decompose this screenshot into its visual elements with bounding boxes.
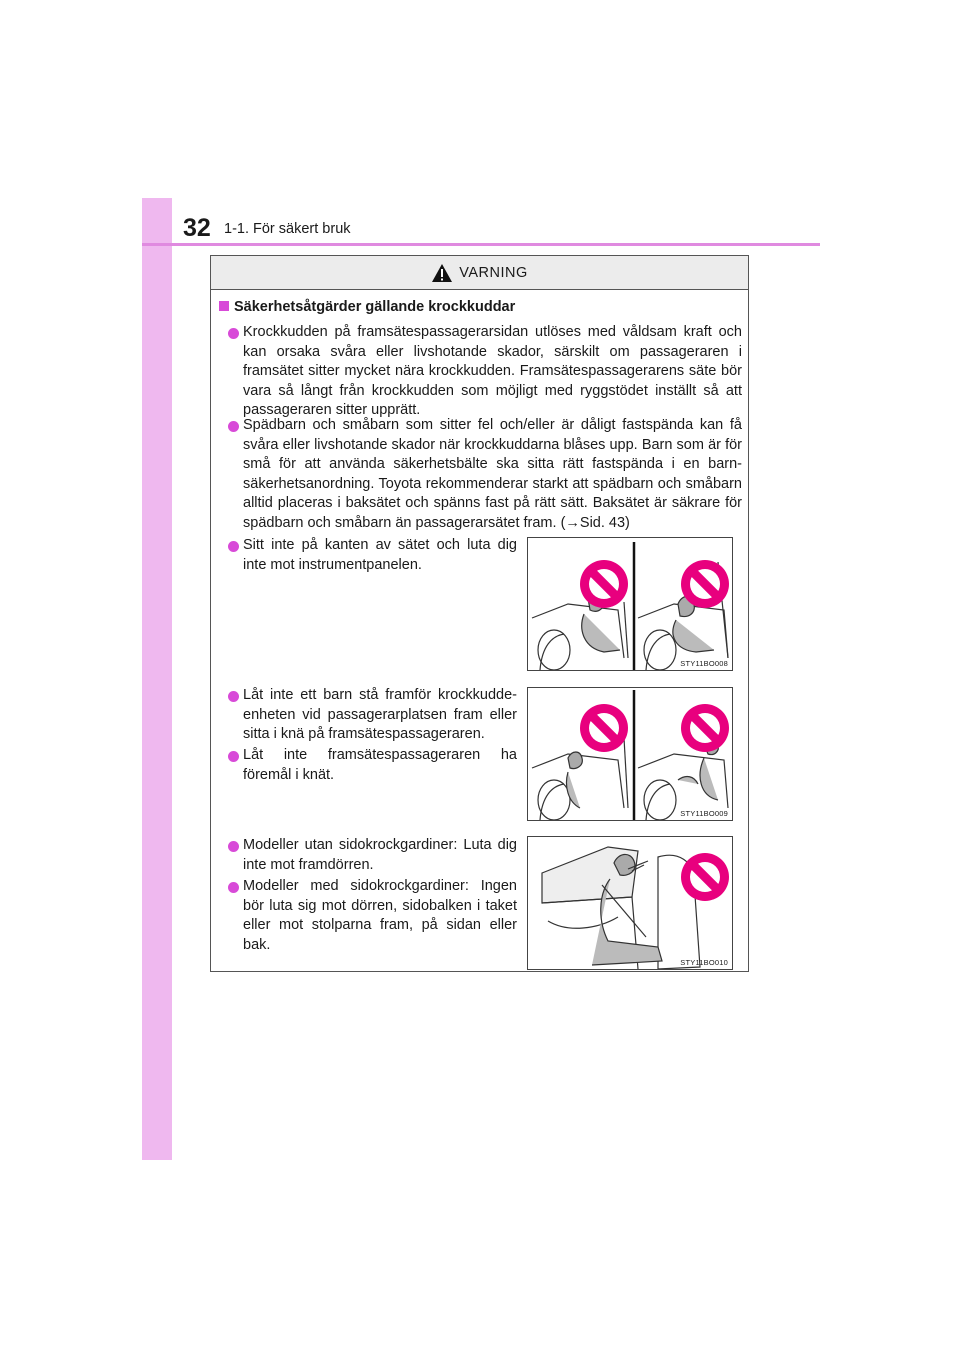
figure-illustration bbox=[528, 837, 733, 970]
warning-header bbox=[211, 256, 748, 290]
figure-illustration bbox=[528, 688, 733, 821]
bullet-no-curtain bbox=[243, 836, 517, 875]
bullet-objects-lap bbox=[243, 746, 517, 785]
bullet-text: Spädbarn och småbarn som sitter fel och/eller är dåligt fastspända kan få svåra eller livshotande skador när krockkuddarna blåses upp. Barn som är för små för att använda säkerhetsbälte ska sitta rätt fastspända i en barn-säkerhetsanordning. Toyota rekommenderar starkt att spädbarn och småbarn alltid placeras i baksätet och spänns fast på rätt sätt. Baksätet är säkrare för spädbarn och småbarn än passagerarsätet fram. (→Sid. 43) bbox=[243, 417, 742, 531]
chapter-side-tab bbox=[142, 198, 172, 1160]
bullet-text: Modeller utan sidokrockgardiner: Luta dig inte mot framdörren. bbox=[243, 837, 517, 873]
square-bullet-icon bbox=[219, 301, 229, 311]
figure-code: STY11BO008 bbox=[680, 659, 728, 668]
bullet-dot-icon bbox=[228, 541, 239, 552]
bullet-airbag-force bbox=[243, 323, 742, 421]
bullet-child-standing bbox=[243, 686, 517, 745]
section-heading-text: Säkerhetsåtgärder gällande krockkuddar bbox=[234, 299, 516, 315]
section-running-head: 1-1. För säkert bruk bbox=[224, 221, 351, 237]
bullet-dot-icon bbox=[228, 328, 239, 339]
figure-code: STY11BO009 bbox=[680, 809, 728, 818]
bullet-text: Modeller med sidokrockgardiner: Ingen bör luta sig mot dörren, sidobalken i taket eller mot stolparna fram, på sidan eller bak. bbox=[243, 878, 517, 953]
warning-box bbox=[210, 255, 749, 972]
warning-title: VARNING bbox=[459, 264, 528, 281]
figure-illustration bbox=[528, 538, 733, 671]
bullet-lean bbox=[243, 536, 517, 575]
bullet-dot-icon bbox=[228, 841, 239, 852]
section-heading bbox=[219, 299, 515, 315]
bullet-dot-icon bbox=[228, 421, 239, 432]
warning-triangle-icon bbox=[431, 263, 453, 283]
page-number: 32 bbox=[183, 214, 211, 242]
bullet-children bbox=[243, 416, 742, 533]
header-rule bbox=[142, 243, 820, 246]
bullet-text: Låt inte framsätespassageraren ha föremål i knät. bbox=[243, 747, 517, 783]
bullet-text: Krockkudden på framsätespassagerarsidan utlöses med våldsam kraft och kan orsaka svåra eller livshotande skador, särskilt om passageraren i framsätet sitter mycket nära krockkudden. Framsätespassagerarens säte bör vara så långt från krockkudden som möjligt med ryggstödet inställt så att passageraren sitter upprätt. bbox=[243, 324, 742, 418]
bullet-dot-icon bbox=[228, 751, 239, 762]
bullet-text: Låt inte ett barn stå framför krockkudde-enheten vid passagerarplatsen fram eller sitta i knä på framsätespassageraren. bbox=[243, 687, 517, 742]
bullet-dot-icon bbox=[228, 691, 239, 702]
figure-child-standing bbox=[527, 687, 733, 821]
figure-lean-door bbox=[527, 836, 733, 970]
bullet-text: Sitt inte på kanten av sätet och luta dig inte mot instrumentpanelen. bbox=[243, 537, 517, 573]
figure-lean-forward bbox=[527, 537, 733, 671]
figure-code: STY11BO010 bbox=[680, 958, 728, 967]
bullet-dot-icon bbox=[228, 882, 239, 893]
bullet-curtain bbox=[243, 877, 517, 955]
